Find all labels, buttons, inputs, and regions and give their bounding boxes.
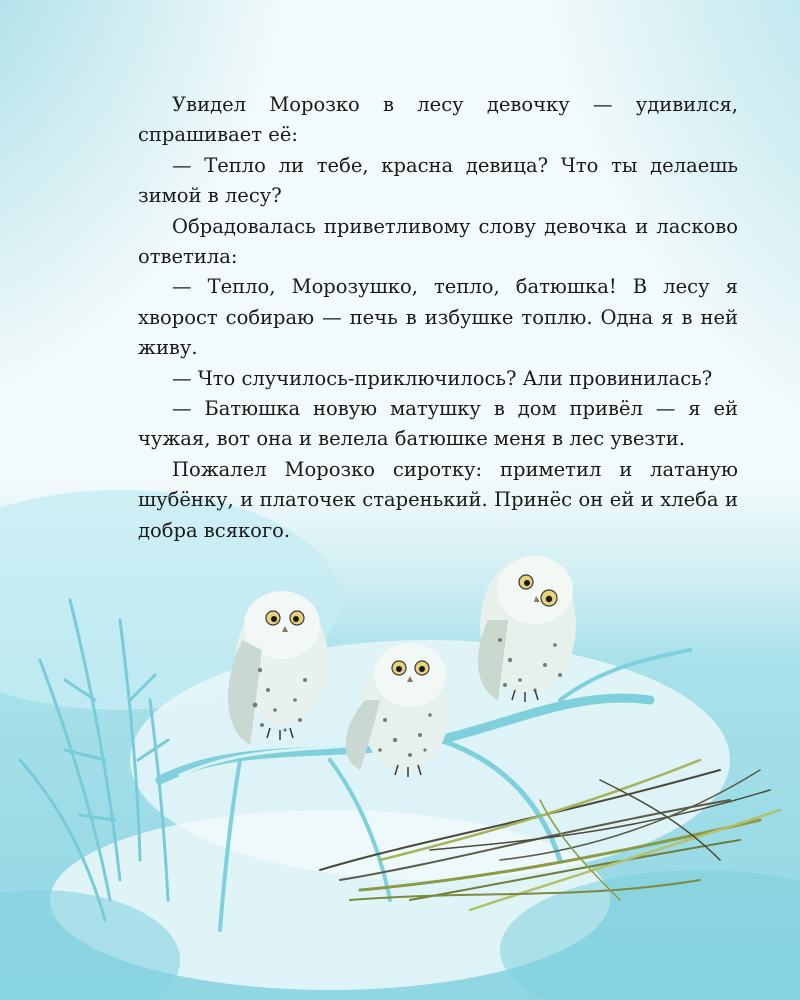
- paragraph: Пожалел Морозко сиротку: приметил и латаную шубёнку, и платочек старенький. Принёс он ей и хлеба и добра всякого.: [138, 457, 738, 542]
- paragraph: — Тепло ли тебе, красна девица? Что ты делаешь зимой в лесу?: [138, 153, 738, 208]
- paragraph: Обрадовалась приветливому слову девочка и ласково ответила:: [138, 214, 738, 269]
- paragraph: — Что случилось-приключилось? Али провинилась?: [172, 366, 713, 390]
- paragraph: Увидел Морозко в лесу девочку — удивился, спрашивает её:: [138, 93, 738, 147]
- story-text: [138, 90, 738, 546]
- paragraph: — Батюшка новую матушку в дом привёл — я ей чужая, вот она и велела батюшке меня в лес увезти.: [138, 397, 738, 451]
- paragraph: — Тепло, Морозушко, тепло, батюшка! В лесу я хворост собираю — печь в избушке топлю. Одна я в ней живу.: [138, 275, 738, 360]
